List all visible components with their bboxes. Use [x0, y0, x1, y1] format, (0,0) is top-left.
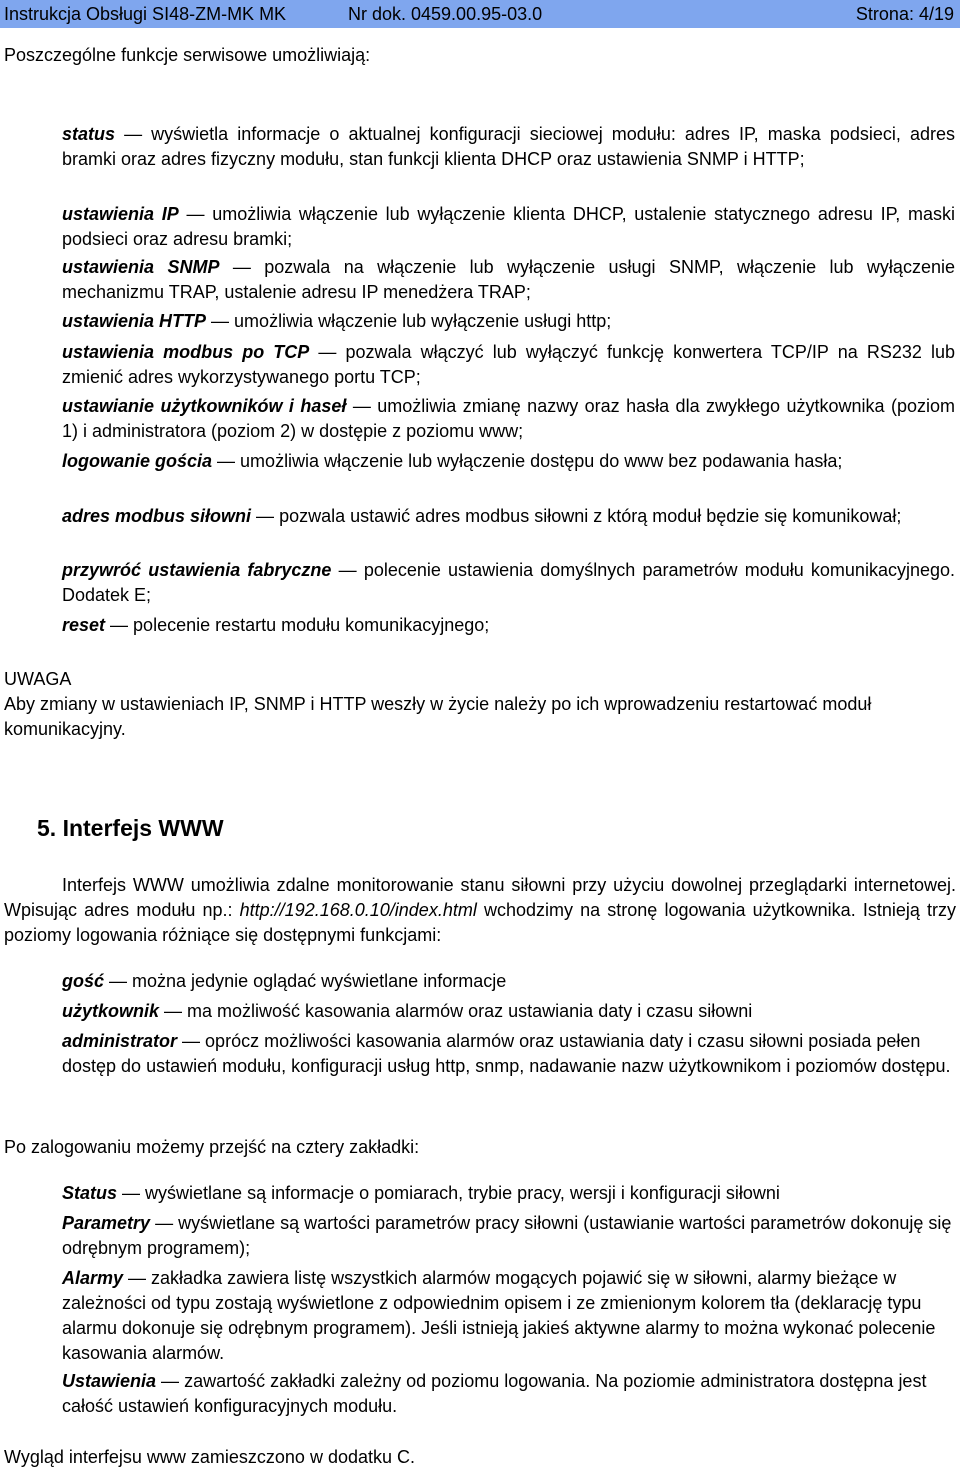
function-desc: pozwala włączyć lub wyłączyć funkcję konwertera TCP/IP na RS232 lub zmienić adres wykorzystywanego portu TCP; [62, 342, 955, 387]
level-term: gość [62, 971, 105, 991]
tab-item: Parametry — wyświetlane są wartości parametrów pracy siłowni (ustawianie wartości parametrów dokonuję się odrębnym programem); [62, 1213, 952, 1258]
example-url: http://192.168.0.10/index.html [239, 900, 477, 920]
function-item: przywróć ustawienia fabryczne — polecenie ustawienia domyślnych parametrów modułu komunikacyjnego. Dodatek E; [62, 560, 955, 605]
function-desc: umożliwia włączenie lub wyłączenie klienta DHCP, ustalenie statycznego adresu IP, maski podsieci oraz adresu bramki; [62, 204, 955, 249]
tab-desc: wyświetlane są wartości parametrów pracy siłowni (ustawianie wartości parametrów dokonuję się odrębnym programem); [62, 1213, 952, 1258]
function-term: ustawienia SNMP [62, 257, 220, 277]
warning-text: Aby zmiany w ustawieniach IP, SNMP i HTTP weszły w życie należy po ich wprowadzeniu restartować moduł komunikacyjny. [4, 694, 872, 739]
function-desc: umożliwia włączenie lub wyłączenie usługi http; [234, 311, 612, 331]
tab-desc: zawartość zakładki zależny od poziomu logowania. Na poziomie administratora dostępna jest całość ustawień konfiguracyjnych modułu. [62, 1371, 927, 1416]
function-term: ustawienia modbus po TCP [62, 342, 310, 362]
level-desc: można jedynie oglądać wyświetlane informacje [132, 971, 507, 991]
intro-text: Poszczególne funkcje serwisowe umożliwiają: [4, 45, 371, 65]
function-desc: pozwala ustawić adres modbus siłowni z którą moduł będzie się komunikował; [279, 506, 902, 526]
tab-item: Ustawienia — zawartość zakładki zależny od poziomu logowania. Na poziomie administratora dostępna jest całość ustawień konfiguracyjnych modułu. [62, 1371, 927, 1416]
footer-note: Wygląd interfejsu www zamieszczono w dodatku C. [4, 1447, 416, 1467]
function-desc: umożliwia włączenie lub wyłączenie dostępu do www bez podawania hasła; [240, 451, 843, 471]
level-desc: ma możliwość kasowania alarmów oraz ustawiania daty i czasu siłowni [187, 1001, 753, 1021]
function-desc: polecenie ustawienia domyślnych parametrów modułu komunikacyjnego. Dodatek E; [62, 560, 955, 605]
tab-term: Alarmy [62, 1268, 124, 1288]
tab-item: Alarmy — zakładka zawiera listę wszystkich alarmów mogących pojawić się w siłowni, alarmy bieżące w zależności od typu zostają wyświetlone z odpowiednim opisem i ze zmienionym kolorem tła (deklarację typu alarmu dokonuje się odrębnym programem). Jeśli istnieją jakieś aktywne alarmy to można wykonać polecenie kasowania alarmów. [62, 1268, 936, 1363]
tab-term: Parametry [62, 1213, 151, 1233]
tab-item: Status — wyświetlane są informacje o pomiarach, trybie pracy, wersji i konfiguracji siłowni [62, 1183, 780, 1203]
tab-desc: zakładka zawiera listę wszystkich alarmów mogących pojawić się w siłowni, alarmy bieżące w zależności od typu zostają wyświetlone z odpowiednim opisem i ze zmienionym kolorem tła (deklarację typu alarmu dokonuje się odrębnym programem). Jeśli istnieją jakieś aktywne alarmy to można wykonać polecenie kasowania alarmów. [62, 1268, 936, 1363]
tab-term: Status [62, 1183, 118, 1203]
function-desc: polecenie restartu modułu komunikacyjnego; [133, 615, 490, 635]
function-item: ustawienia HTTP — umożliwia włączenie lub wyłączenie usługi http; [62, 311, 612, 331]
level-desc: oprócz możliwości kasowania alarmów oraz ustawiania daty i czasu siłowni posiada pełen dostęp do ustawień modułu, konfiguracji usług http, snmp, nadawanie nazw użytkownikom i poziomów dostępu. [62, 1031, 951, 1076]
page-header [0, 0, 960, 28]
function-desc: pozwala na włączenie lub wyłączenie usługi SNMP, włączenie lub wyłączenie mechanizmu TRAP, ustalenie adresu IP menedżera TRAP; [62, 257, 955, 302]
function-desc: umożliwia zmianę nazwy oraz hasła dla zwykłego użytkownika (poziom 1) i administratora (poziom 2) w dostępie z poziomu www; [62, 396, 955, 441]
level-item: użytkownik — ma możliwość kasowania alarmów oraz ustawiania daty i czasu siłowni [62, 1001, 753, 1021]
document-number: Nr dok. 0459.00.95-03.0 [348, 4, 543, 24]
function-term: przywróć ustawienia fabryczne [62, 560, 332, 580]
tab-term: Ustawienia [62, 1371, 157, 1391]
page-number: Strona: 4/19 [855, 4, 954, 24]
function-item: reset — polecenie restartu modułu komunikacyjnego; [62, 615, 490, 635]
function-term: ustawianie użytkowników i haseł [62, 396, 347, 416]
level-term: użytkownik [62, 1001, 160, 1021]
section-paragraph: Interfejs WWW umożliwia zdalne monitorowanie stanu siłowni przy użyciu dowolnej przeglądarki internetowej. Wpisując adres modułu np.: http://192.168.0.10/index.html wchodzimy na stronę logowania użytkownika. Istnieją trzy poziomy logowania różniące się dostępnymi funkcjami: [4, 875, 956, 945]
function-term: ustawienia IP [62, 204, 179, 224]
function-term: ustawienia HTTP [62, 311, 207, 331]
function-item: logowanie gościa — umożliwia włączenie lub wyłączenie dostępu do www bez podawania hasła; [62, 451, 843, 471]
function-item: ustawienia IP — umożliwia włączenie lub wyłączenie klienta DHCP, ustalenie statycznego adresu IP, maski podsieci oraz adresu bramki; [62, 204, 955, 249]
document-title: Instrukcja Obsługi SI48-ZM-MK MK [4, 4, 287, 24]
tab-desc: wyświetlane są informacje o pomiarach, trybie pracy, wersji i konfiguracji siłowni [145, 1183, 780, 1203]
function-item: ustawianie użytkowników i haseł — umożliwia zmianę nazwy oraz hasła dla zwykłego użytkownika (poziom 1) i administratora (poziom 2) w dostępie z poziomu www; [62, 396, 955, 441]
level-item: administrator — oprócz możliwości kasowania alarmów oraz ustawiania daty i czasu siłowni posiada pełen dostęp do ustawień modułu, konfiguracji usług http, snmp, nadawanie nazw użytkownikom i poziomów dostępu. [62, 1031, 951, 1076]
function-term: adres modbus siłowni [62, 506, 252, 526]
function-item: ustawienia SNMP — pozwala na włączenie lub wyłączenie usługi SNMP, włączenie lub wyłączenie mechanizmu TRAP, ustalenie adresu IP menedżera TRAP; [62, 257, 955, 302]
function-desc: wyświetla informacje o aktualnej konfiguracji sieciowej modułu: adres IP, maska podsieci, adres bramki oraz adres fizyczny modułu, stan funkcji klienta DHCP oraz ustawienia SNMP i HTTP; [62, 124, 955, 169]
function-item: status — wyświetla informacje o aktualnej konfiguracji sieciowej modułu: adres IP, maska podsieci, adres bramki oraz adres fizyczny modułu, stan funkcji klienta DHCP oraz ustawienia SNMP i HTTP; [62, 124, 955, 169]
function-term: status [62, 124, 116, 144]
function-item: adres modbus siłowni — pozwala ustawić adres modbus siłowni z którą moduł będzie się komunikował; [62, 506, 902, 526]
tabs-intro: Po zalogowaniu możemy przejść na cztery zakładki: [4, 1137, 420, 1157]
function-term: logowanie gościa [62, 451, 213, 471]
level-item: gość — można jedynie oglądać wyświetlane informacje [62, 971, 507, 991]
level-term: administrator [62, 1031, 178, 1051]
section-heading: 5. Interfejs WWW [37, 815, 224, 841]
warning-title: UWAGA [4, 669, 72, 689]
function-term: reset [62, 615, 106, 635]
function-item: ustawienia modbus po TCP — pozwala włączyć lub wyłączyć funkcję konwertera TCP/IP na RS232 lub zmienić adres wykorzystywanego portu TCP; [62, 342, 955, 387]
